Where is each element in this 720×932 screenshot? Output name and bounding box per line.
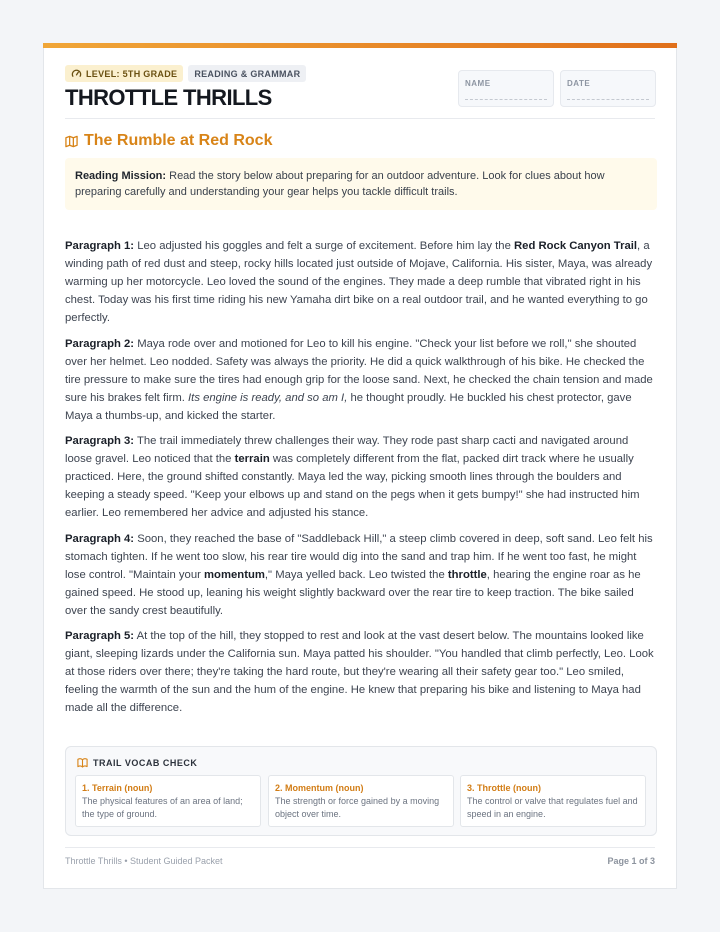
- badge-row: [65, 65, 306, 82]
- paragraph-label: Paragraph 2:: [65, 337, 135, 350]
- paragraph-text: The trail immediately threw challenges their way. They rode past sharp cacti and navigated around loose gravel. Leo noticed that the: [65, 435, 629, 465]
- paragraph-text: , a winding path of red dust and steep, rocky hills located just outside of Mojave, California. His sister, Maya, was already warming up her motorcycle. Leo loved the sound of the engines. They made a deep rumble that vibrated right in his chest. Today was his first time riding his new Yamaha dirt bike on a real outdoor trail, and he wanted everything to go perfectly.: [65, 240, 653, 324]
- thought-italic: Its engine is ready, and so am I,: [188, 391, 348, 404]
- paragraph-5: [65, 627, 657, 717]
- paragraph-text: Soon, they reached the base of "Saddleback Hill," a steep climb covered in deep, soft sand. Leo felt his stomach tighten. If he went too slow, his rear tire would dig into the sand and trap him. If he went too fast, he might lose control. "Maintain your: [65, 532, 653, 581]
- map-icon: [65, 135, 78, 148]
- story-body: [65, 237, 657, 725]
- footer-packet-name: Throttle Thrills • Student Guided Packet: [65, 856, 223, 866]
- vocab-term: 1. Terrain (noun): [82, 783, 153, 793]
- vocab-term-throttle: throttle: [447, 568, 487, 581]
- vocab-definition: The physical features of an area of land; the type of ground.: [82, 796, 243, 819]
- book-icon: [77, 757, 88, 768]
- level-badge-label: LEVEL: 5TH GRADE: [86, 68, 178, 79]
- footer-divider: [65, 847, 655, 848]
- mission-text: Read the story below about preparing for an outdoor adventure. Look for clues about how preparing carefully and understanding your gear helps you tackle difficult trails.: [75, 170, 605, 198]
- name-field[interactable]: [458, 70, 554, 107]
- paragraph-text: , hearing the engine roar as he gained speed. He stood up, leaning his weight slightly backward over the rear tire to keep traction. The bike sailed over the sandy crest beautifully.: [65, 568, 641, 617]
- vocab-heading: [77, 757, 197, 768]
- paragraph-text: he thought proudly. He buckled his chest protector, gave Maya a thumbs-up, and kicked the starter.: [65, 391, 632, 422]
- paragraph-text: Maya rode over and motioned for Leo to kill his engine. "Check your list before we roll," she shouted over her helmet. Leo nodded. Safety was always the priority. He did a quick walkthrough of his bike. He checked the tire pressure to make sure the tires had enough grip for the loose sand. Next, he checked the chain tension and made sure his brakes felt firm.: [65, 337, 653, 404]
- vocab-card-momentum: [268, 775, 454, 827]
- vocab-card-terrain: [75, 775, 261, 827]
- page-title: THROTTLE THRILLS: [65, 85, 272, 110]
- section-heading: [65, 132, 272, 150]
- vocab-term-momentum: momentum: [204, 568, 265, 581]
- vocab-term: 3. Throttle (noun): [467, 783, 541, 793]
- paragraph-text: was completely different from the flat, packed dirt track where he usually practiced. Here, the ground shifted constantly. Maya led the way, picking smooth lines through the boulders and keeping a steady speed. "Keep your elbows up and stand on the pegs when it gets bumpy!" she had instructed him earlier. Leo remembered her advice and adjusted his stance.: [65, 453, 640, 519]
- level-badge: [65, 65, 183, 82]
- mission-label: Reading Mission:: [75, 170, 167, 182]
- paragraph-4: [65, 530, 657, 620]
- date-field-label: DATE: [567, 79, 591, 88]
- subject-badge-label: READING & GRAMMAR: [194, 68, 301, 79]
- section-heading-text: The Rumble at Red Rock: [84, 132, 273, 149]
- date-field[interactable]: [560, 70, 656, 107]
- paragraph-label: Paragraph 1:: [65, 240, 135, 252]
- paragraph-text: At the top of the hill, they stopped to rest and look at the vast desert below. The mountains looked like giant, sleeping lizards under the California sun. Maya patted his shoulder. "You handled that climb perfectly, Leo. Look at those riders over there; they're taking the hard route, but they're wearing all their safety gear too." Leo smiled, feeling the warmth of the sun and the hum of the engine. He knew that preparing his bike and listening to Maya had made all the difference.: [65, 630, 654, 714]
- vocab-definition: The strength or force gained by a moving object over time.: [275, 796, 440, 819]
- worksheet-page: [43, 43, 677, 889]
- paragraph-label: Paragraph 5:: [65, 630, 135, 642]
- highlight-term: Red Rock Canyon Trail: [514, 240, 638, 252]
- paragraph-label: Paragraph 4:: [65, 532, 135, 545]
- vocab-term: 2. Momentum (noun): [275, 783, 364, 793]
- vocab-card-throttle: [460, 775, 646, 827]
- gauge-icon: [71, 68, 82, 79]
- vocab-heading-text: TRAIL VOCAB CHECK: [93, 757, 198, 768]
- paragraph-text: Leo adjusted his goggles and felt a surge of excitement. Before him lay the: [134, 240, 514, 252]
- vocab-definition: The control or valve that regulates fuel and speed in an engine.: [467, 796, 638, 819]
- header-divider: [65, 118, 655, 119]
- name-field-line: [465, 99, 547, 100]
- vocab-term-terrain: terrain: [234, 453, 270, 465]
- vocab-check-box: [65, 746, 657, 836]
- subject-badge: [188, 65, 306, 82]
- reading-mission-box: [65, 158, 657, 210]
- paragraph-1: [65, 237, 657, 327]
- paragraph-2: [65, 335, 657, 425]
- paragraph-text: ," Maya yelled back. Leo twisted the: [264, 568, 448, 581]
- accent-top-bar: [43, 43, 677, 48]
- paragraph-3: [65, 432, 657, 522]
- date-field-line: [567, 99, 649, 100]
- name-field-label: NAME: [465, 79, 491, 88]
- paragraph-label: Paragraph 3:: [65, 435, 135, 447]
- footer-page-number: Page 1 of 3: [607, 856, 655, 866]
